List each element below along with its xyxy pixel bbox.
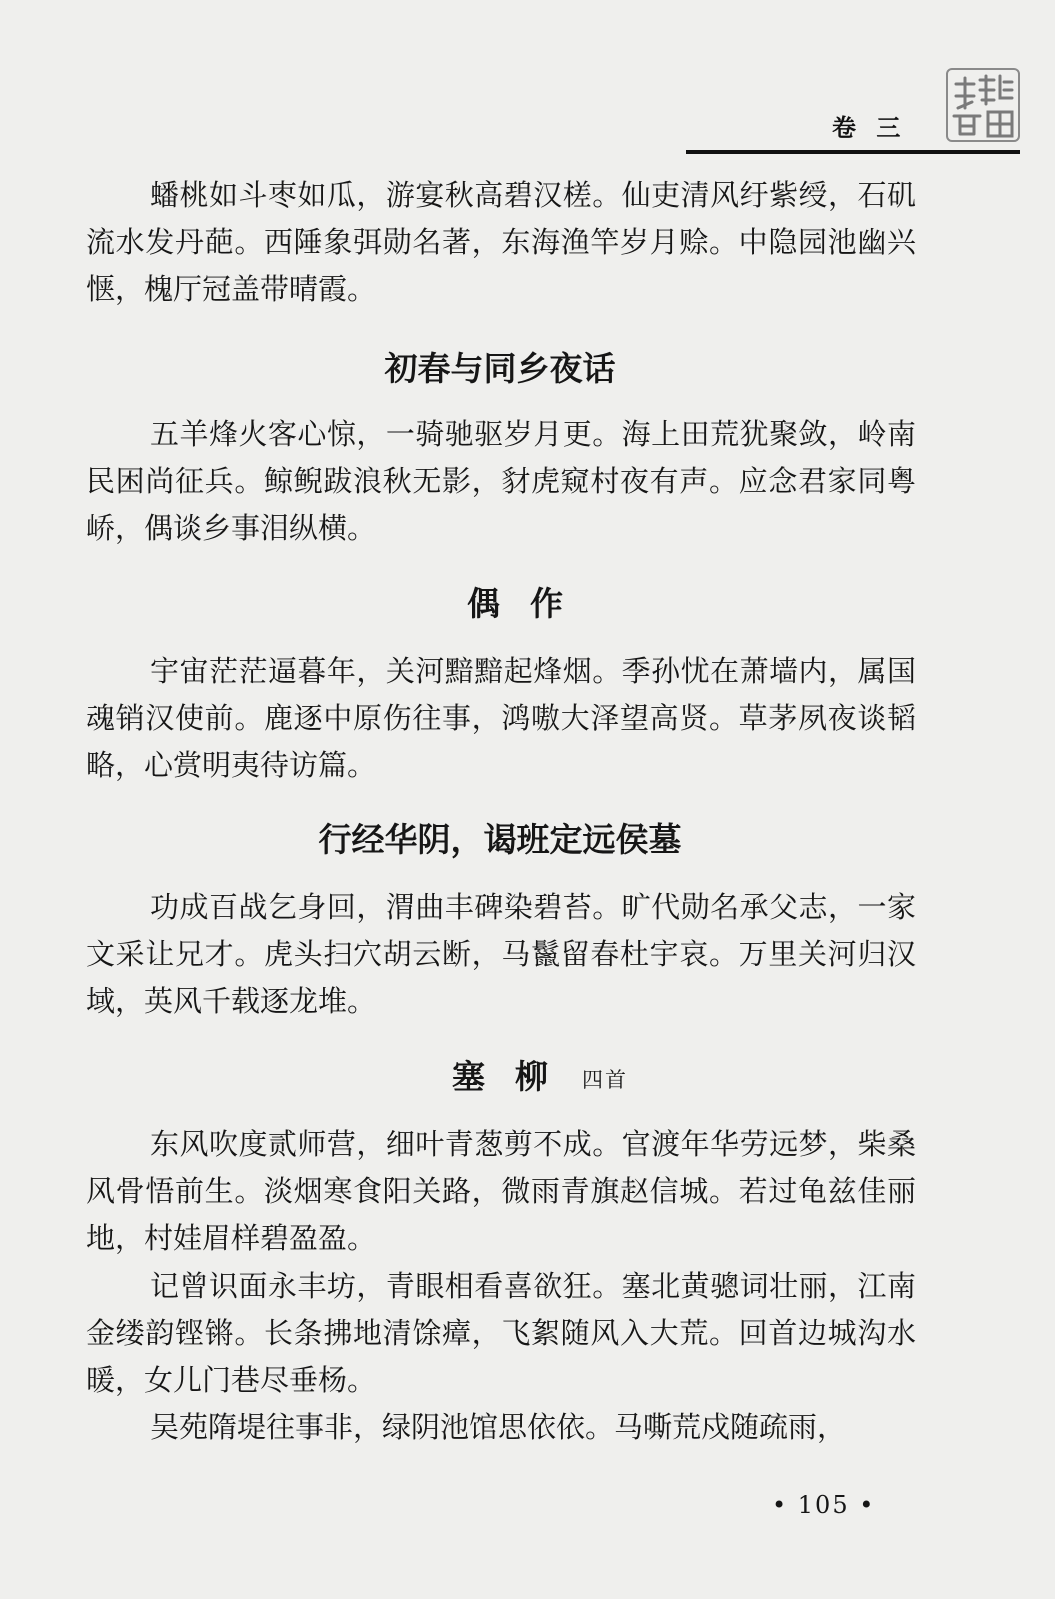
volume-label: 卷 三 <box>832 114 907 142</box>
poem-title-row <box>0 1051 1040 1098</box>
poem-title: 塞柳 <box>452 1057 578 1096</box>
poem-text: 功成百战乞身回，渭曲丰碑染碧苔。旷代勋名承父志，一家文采让兄才。虎头扫穴胡云断，马鬣留春杜宇哀。万里关河归汉域，英风千载逐龙堆。 <box>86 890 916 1018</box>
poem-title: 初春与同乡夜话 <box>384 349 616 388</box>
poem-count-note: 四首 <box>582 1067 628 1092</box>
seal-stamp-icon <box>944 66 1022 144</box>
poem-text: 五羊烽火客心惊，一骑驰驱岁月更。海上田荒犹聚敛，岭南民困尚征兵。鲸鲵跋浪秋无影，豺虎窥村夜有声。应念君家同粤峤，偶谈乡事泪纵横。 <box>86 417 916 545</box>
poem-title: 偶作 <box>467 584 593 623</box>
poem-stanza: 记曾识面永丰坊，青眼相看喜欲狂。塞北黄骢词壮丽，江南金缕韵铿锵。长条拂地清馀瘴，飞絮随风入大荒。回首边城沟水暖，女儿门巷尽垂杨。 <box>86 1269 916 1397</box>
poem-stanza: 吴苑隋堤往事非，绿阴池馆思依依。马嘶荒戍随疏雨， <box>150 1410 847 1444</box>
header-rule <box>686 150 1020 154</box>
poem-text: 宇宙茫茫逼暮年，关河黯黯起烽烟。季孙忧在萧墙内，属国魂销汉使前。鹿逐中原伤往事，鸿嗷大泽望高贤。草茅夙夜谈韬略，心赏明夷待访篇。 <box>86 654 916 782</box>
poem-title: 行经华阴，谒班定远侯墓 <box>318 820 682 859</box>
page-number: • 105 • <box>772 1491 876 1519</box>
poem-stanza: 东风吹度贰师营，细叶青葱剪不成。官渡年华劳远梦，柴桑风骨悟前生。淡烟寒食阳关路，微雨青旗赵信城。若过龟兹佳丽地，村娃眉样碧盈盈。 <box>86 1127 916 1255</box>
poem-continuation: 蟠桃如斗枣如瓜，游宴秋高碧汉槎。仙吏清风纡紫绶，石矶流水发丹葩。西陲象弭勋名著，东海渔竿岁月赊。中隐园池幽兴惬，槐厅冠盖带晴霞。 <box>86 178 916 306</box>
